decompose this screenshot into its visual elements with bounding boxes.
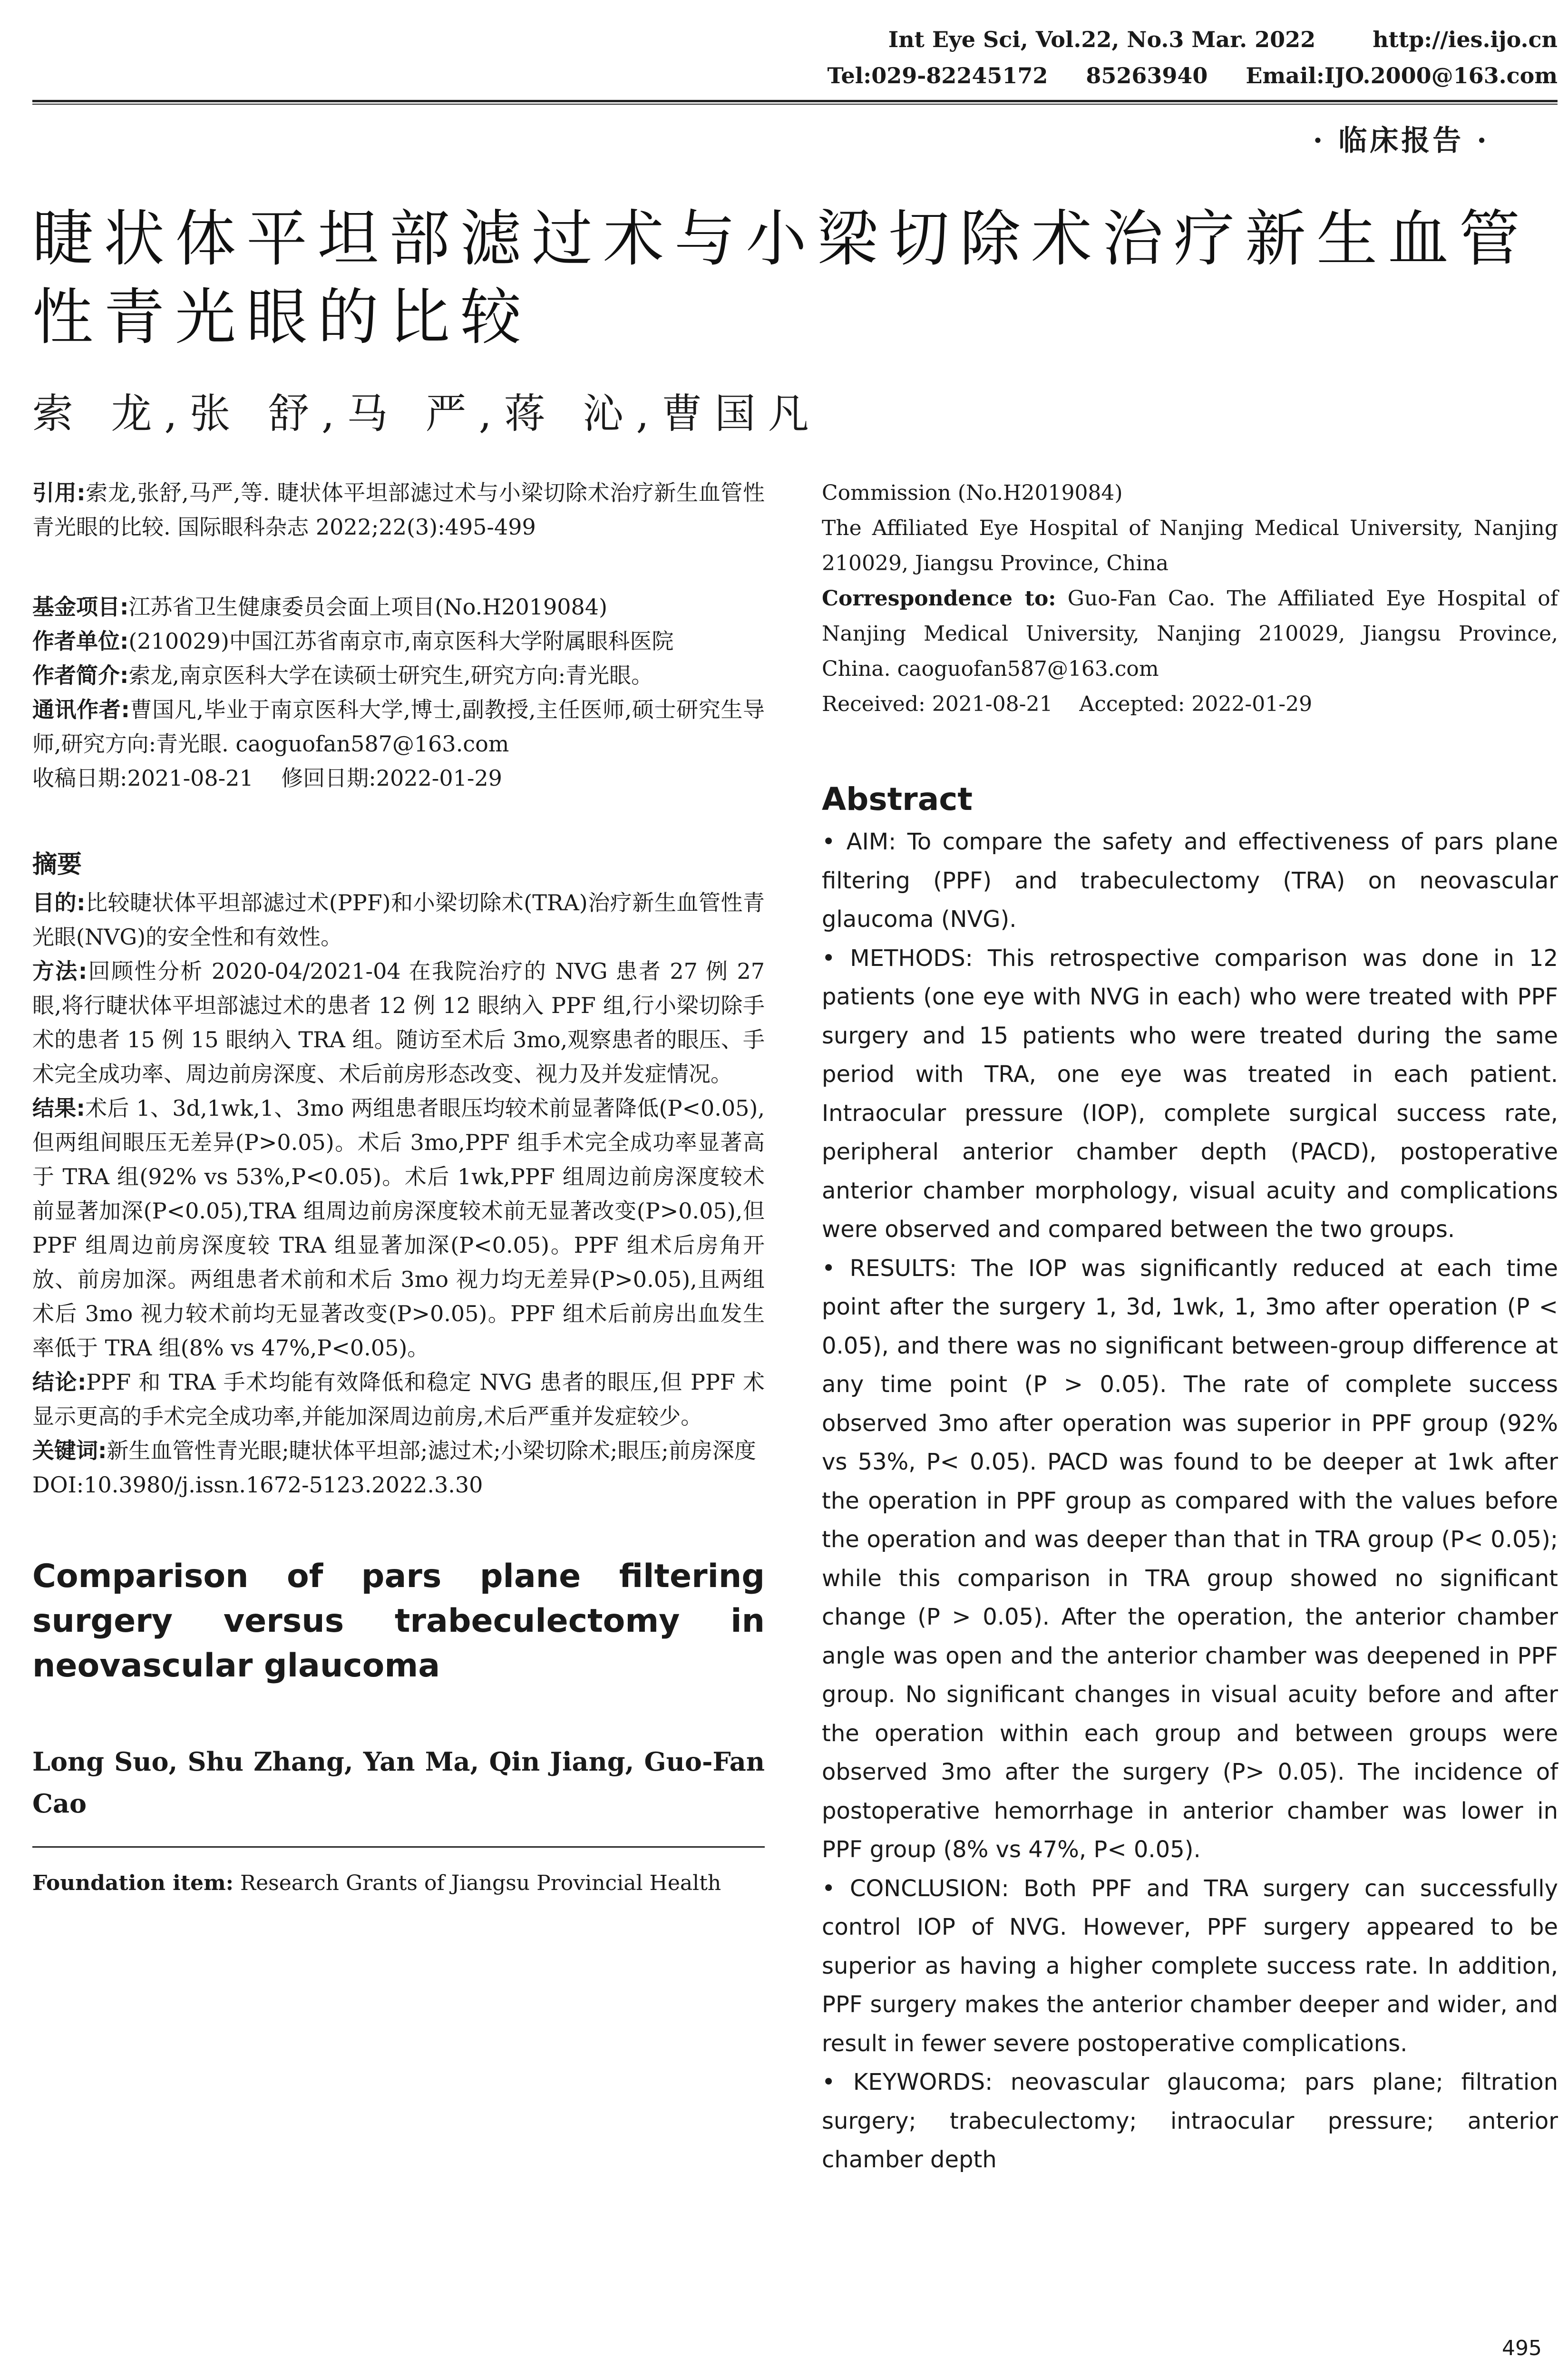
journal-tel2: 85263940 xyxy=(1086,63,1208,88)
author-bio: 作者简介:索龙,南京医科大学在读硕士研究生,研究方向:青光眼。 xyxy=(32,662,653,688)
en-abstract-heading: Abstract xyxy=(822,781,973,818)
en-correspondence: Correspondence to: Guo-Fan Cao. The Affiliated Eye Hospital of Nanjing Medical University, Nanjing 210029, Jiangsu Province, China. caoguofan587@163.com xyxy=(822,586,1558,681)
cn-dates: 收稿日期:2021-08-21 修回日期:2022-01-29 xyxy=(32,765,502,791)
corresponding-author: 通讯作者:曹国凡,毕业于南京医科大学,博士,副教授,主任医师,硕士研究生导师,研究方向:青光眼. caoguofan587@163.com xyxy=(32,697,765,757)
article-authors: 索 龙,张 舒,马 严,蒋 沁,曹国凡 xyxy=(32,390,821,438)
journal-tel: Tel:029-82245172 xyxy=(827,63,1048,88)
cn-keywords: 关键词:新生血管性青光眼;睫状体平坦部;滤过术;小梁切除术;眼压;前房深度 xyxy=(32,1438,756,1463)
en-affiliation: The Affiliated Eye Hospital of Nanjing Medical University, Nanjing 210029, Jiangsu Province, China xyxy=(822,516,1558,575)
cn-conclusion: 结论:PPF 和 TRA 手术均能有效降低和稳定 NVG 患者的眼压,但 PPF 术显示更高的手术完全成功率,并能加深周边前房,术后严重并发症较少。 xyxy=(32,1369,765,1429)
english-authors: Long Suo, Shu Zhang, Yan Ma, Qin Jiang, Guo-Fan Cao xyxy=(32,1746,765,1819)
article-title: 睫状体平坦部滤过术与小梁切除术治疗新生血管性青光眼的比较 xyxy=(32,204,1531,353)
fund-item: 基金项目:江苏省卫生健康委员会面上项目(No.H2019084) xyxy=(32,594,608,620)
left-column xyxy=(32,476,765,1901)
author-unit: 作者单位:(210029)中国江苏省南京市,南京医科大学附属眼科医院 xyxy=(32,628,674,654)
en-methods: • METHODS: This retrospective comparison was done in 12 patients (one eye with NVG in each) who were treated with PPF surgery and 15 patients who were treated during the same period with TRA, one eye was treated in each patient. Intraocular pressure (IOP), complete surgical success rate, peripheral anterior chamber depth (PACD), postoperative anterior chamber morphology, visual acuity and complications were observed and compared between the two groups. xyxy=(822,945,1558,1243)
cn-results: 结果:术后 1、3d,1wk,1、3mo 两组患者眼压均较术前显著降低(P<0.05),但两组间眼压无差异(P>0.05)。术后 3mo,PPF 组手术完全成功率显著高于 TRA 组(92% vs 53%,P<0.05)。术后 1wk,PPF 组周边前房深度较术前显著加深(P<0.05),TRA 组周边前房深度较术前无显著改变(P>0.05),但 PPF 组周边前房深度较 TRA 组显著加深(P<0.05)。PPF 组术后房角开放、前房加深。两组患者术前和术后 3mo 视力均无差异(P>0.05),且两组术后 3mo 视力较术前均无显著改变(P>0.05)。PPF 组术后前房出血发生率低于 TRA 组(8% vs 47%,P<0.05)。 xyxy=(32,1095,765,1361)
cn-aim: 目的:比较睫状体平坦部滤过术(PPF)和小梁切除术(TRA)治疗新生血管性青光眼(NVG)的安全性和有效性。 xyxy=(32,890,765,950)
footnote-rule xyxy=(32,1846,765,1848)
cn-meta-block xyxy=(32,590,765,795)
cn-abstract-heading: 摘要 xyxy=(32,850,82,879)
en-aim: • AIM: To compare the safety and effectiveness of pars plane filtering (PPF) and trabeculectomy (TRA) on neovascular glaucoma (NVG). xyxy=(822,828,1558,933)
header-rule-thin xyxy=(32,104,1558,105)
journal-info: Int Eye Sci, Vol.22, No.3 Mar. 2022 xyxy=(888,27,1316,52)
page-number: 495 xyxy=(1502,2336,1542,2360)
en-conclusion: • CONCLUSION: Both PPF and TRA surgery can successfully control IOP of NVG. However, PPF surgery appeared to be superior as having a higher complete success rate. In addition, PPF surgery makes the anterior chamber deeper and wider, and result in fewer severe postoperative complications. xyxy=(822,1875,1558,2057)
foundation-item: Foundation item: Research Grants of Jiangsu Provincial Health xyxy=(32,1871,721,1895)
right-column xyxy=(822,476,1558,2180)
cn-methods: 方法:回顾性分析 2020-04/2021-04 在我院治疗的 NVG 患者 27 例 27 眼,将行睫状体平坦部滤过术的患者 12 例 12 眼纳入 PPF 组,行小梁切除手术的患者 15 例 15 眼纳入 TRA 组。随访至术后 3mo,观察患者的眼压、手术完全成功率、周边前房深度、术后前房形态改变、视力及并发症情况。 xyxy=(32,958,765,1087)
english-title: Comparison of pars plane filtering surgery versus trabeculectomy in neovascular glaucoma xyxy=(32,1558,765,1685)
citation: 引用:索龙,张舒,马严,等. 睫状体平坦部滤过术与小梁切除术治疗新生血管性青光眼的比较. 国际眼科杂志 2022;22(3):495-499 xyxy=(32,480,765,540)
foundation-item-cont: Commission (No.H2019084) xyxy=(822,481,1123,505)
en-keywords: • KEYWORDS: neovascular glaucoma; pars plane; filtration surgery; trabeculectomy; intraocular pressure; anterior chamber depth xyxy=(822,2069,1558,2173)
en-results: • RESULTS: The IOP was significantly reduced at each time point after the surgery 1, 3d, 1wk, 1, 3mo after operation (P < 0.05), and there was no significant between-group difference at any time point (P > 0.05). The rate of complete success observed 3mo after operation was superior in PPF group (92% vs 53%, P< 0.05). PACD was found to be deeper at 1wk after the operation in PPF group as compared with the values before the operation and was deeper than that in TRA group (P< 0.05); while this comparison in TRA group showed no significant change (P > 0.05). After the operation, the anterior chamber angle was open and the anterior chamber was deepened in PPF group. No significant changes in visual acuity before and after the operation within each group and between groups were observed 3mo after the surgery (P> 0.05). The incidence of postoperative hemorrhage in anterior chamber was lower in PPF group (8% vs 47%, P< 0.05). xyxy=(822,1255,1558,1863)
running-header xyxy=(828,21,1558,94)
journal-url: http://ies.ijo.cn xyxy=(1373,27,1558,52)
doi: DOI:10.3980/j.issn.1672-5123.2022.3.30 xyxy=(32,1472,483,1498)
section-tag: · 临床报告 · xyxy=(1313,124,1490,157)
journal-email: Email:IJO.2000@163.com xyxy=(1246,63,1558,88)
en-dates: Received: 2021-08-21 Accepted: 2022-01-29 xyxy=(822,692,1313,716)
header-rule xyxy=(32,100,1558,102)
